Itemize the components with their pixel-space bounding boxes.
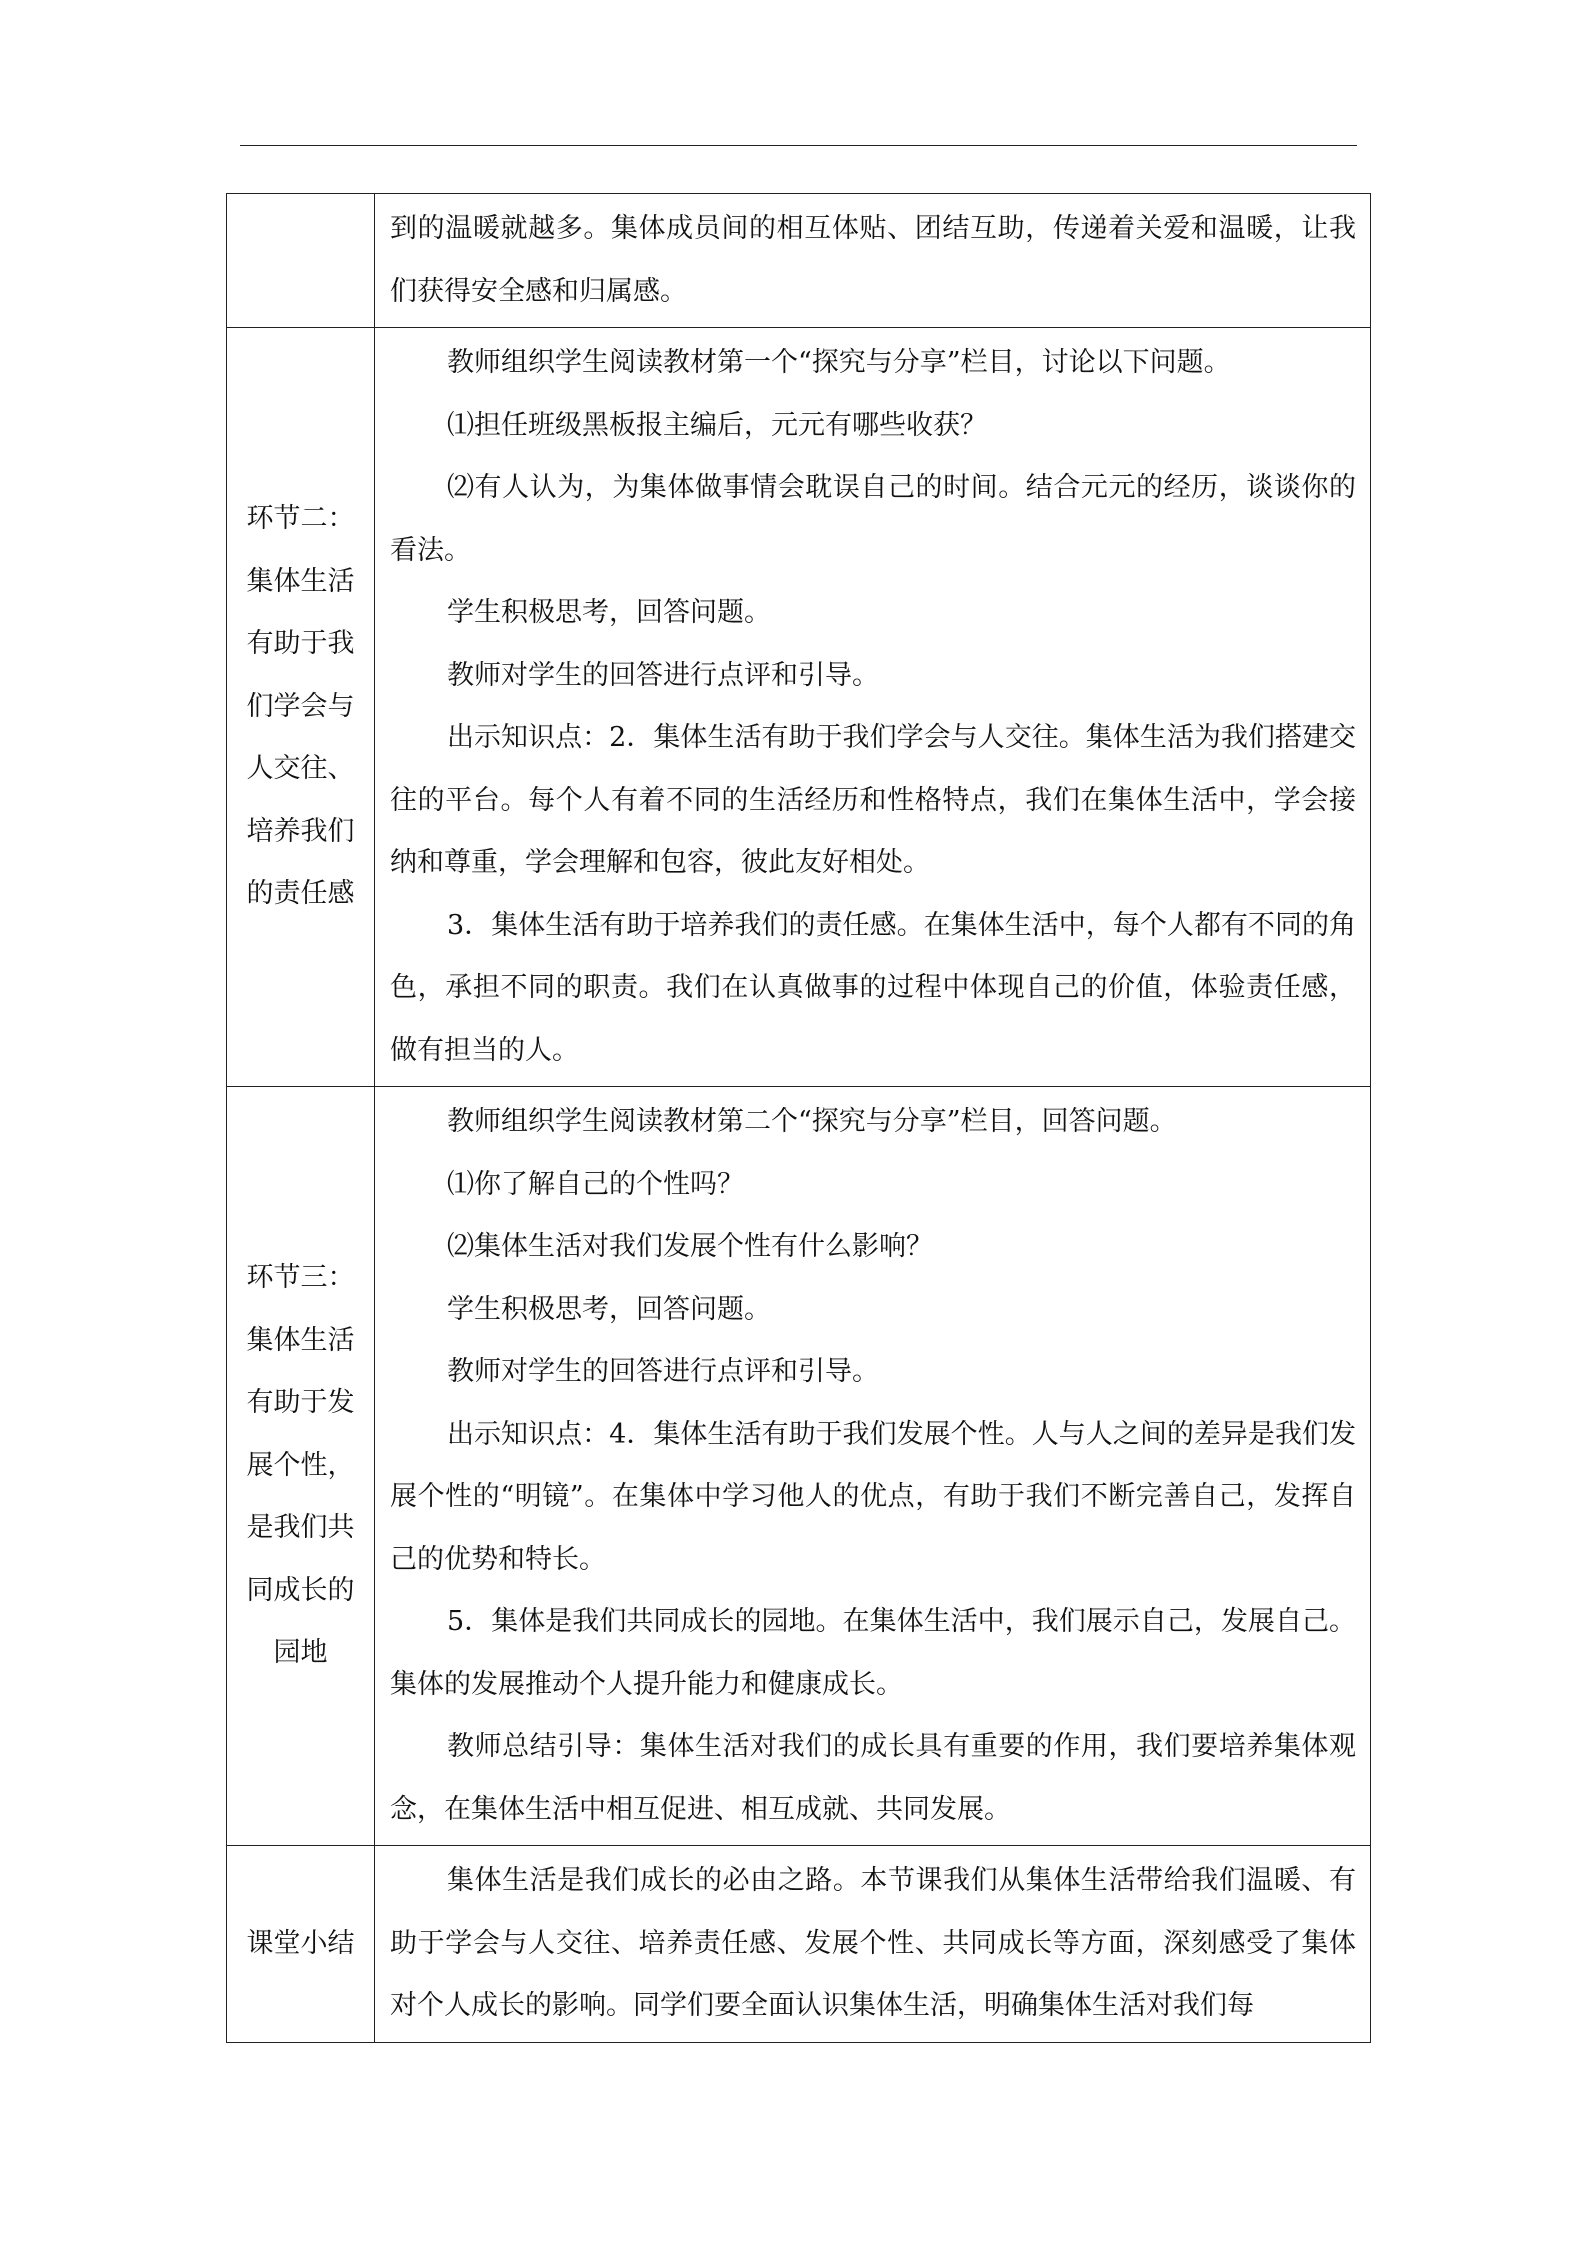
content-paragraph: 教师组织学生阅读教材第二个“探究与分享”栏目，回答问题。 <box>447 1106 1177 1137</box>
content-paragraph: 学生积极思考，回答问题。 <box>447 1293 771 1325</box>
row-label-cell <box>227 328 375 1087</box>
content-paragraph: ⑵有人认为，为集体做事情会耽误自己的时间。结合元元的经历，谈谈你的看法。 <box>390 472 1356 566</box>
content-paragraph: 教师对学生的回答进行点评和引导。 <box>447 659 879 691</box>
lesson-plan-table <box>226 193 1371 2043</box>
table-row <box>227 1087 1371 1846</box>
row-label: 环节二：集体生活有助于我们学会与人交往、培养我们的责任感 <box>246 503 355 910</box>
row-label: 环节三：集体生活有助于发展个性，是我们共同成长的园地 <box>246 1262 355 1669</box>
row-label-cell <box>227 1846 375 2043</box>
content-paragraph: 5．集体是我们共同成长的园地。在集体生活中，我们展示自己，发展自己。集体的发展推动个人提升能力和健康成长。 <box>390 1606 1356 1700</box>
content-paragraph: 学生积极思考，回答问题。 <box>447 597 771 628</box>
content-paragraph: 教师组织学生阅读教材第一个“探究与分享”栏目，讨论以下问题。 <box>447 347 1231 378</box>
content-paragraph: 3．集体生活有助于培养我们的责任感。在集体生活中，每个人都有不同的角色，承担不同的职责。我们在认真做事的过程中体现自己的价值，体验责任感，做有担当的人。 <box>390 909 1356 1066</box>
content-paragraph: ⑵集体生活对我们发展个性有什么影响？ <box>447 1231 933 1262</box>
row-content-cell <box>375 328 1371 1087</box>
content-paragraph: 教师总结引导：集体生活对我们的成长具有重要的作用，我们要培养集体观念，在集体生活中相互促进、相互成就、共同发展。 <box>390 1731 1356 1825</box>
row-label-cell <box>227 194 375 328</box>
content-paragraph: 教师对学生的回答进行点评和引导。 <box>447 1356 879 1387</box>
content-paragraph: ⑴你了解自己的个性吗？ <box>447 1168 744 1200</box>
row-label-cell <box>227 1087 375 1846</box>
row-content-cell <box>375 1087 1371 1846</box>
row-label: 课堂小结 <box>246 1927 355 1959</box>
table-row <box>227 194 1371 328</box>
row-content-cell <box>375 194 1371 328</box>
content-paragraph: 集体生活是我们成长的必由之路。本节课我们从集体生活带给我们温暖、有助于学会与人交往、培养责任感、发展个性、共同成长等方面，深刻感受了集体对个人成长的影响。同学们要全面认识集体生活，明确集体生活对我们每 <box>390 1865 1356 2021</box>
content-paragraph: 出示知识点：4．集体生活有助于我们发展个性。人与人之间的差异是我们发展个性的“明镜”。在集体中学习他人的优点，有助于我们不断完善自己，发挥自己的优势和特长。 <box>390 1418 1356 1575</box>
content-paragraph: 到的温暖就越多。集体成员间的相互体贴、团结互助，传递着关爱和温暖，让我们获得安全感和归属感。 <box>390 213 1356 307</box>
content-paragraph: ⑴担任班级黑板报主编后，元元有哪些收获？ <box>447 409 987 441</box>
table-row <box>227 1846 1371 2043</box>
row-content-cell <box>375 1846 1371 2043</box>
header-rule <box>240 145 1357 146</box>
table-row <box>227 328 1371 1087</box>
content-paragraph: 出示知识点：2．集体生活有助于我们学会与人交往。集体生活为我们搭建交往的平台。每个人有着不同的生活经历和性格特点，我们在集体生活中，学会接纳和尊重，学会理解和包容，彼此友好相处。 <box>390 722 1356 878</box>
